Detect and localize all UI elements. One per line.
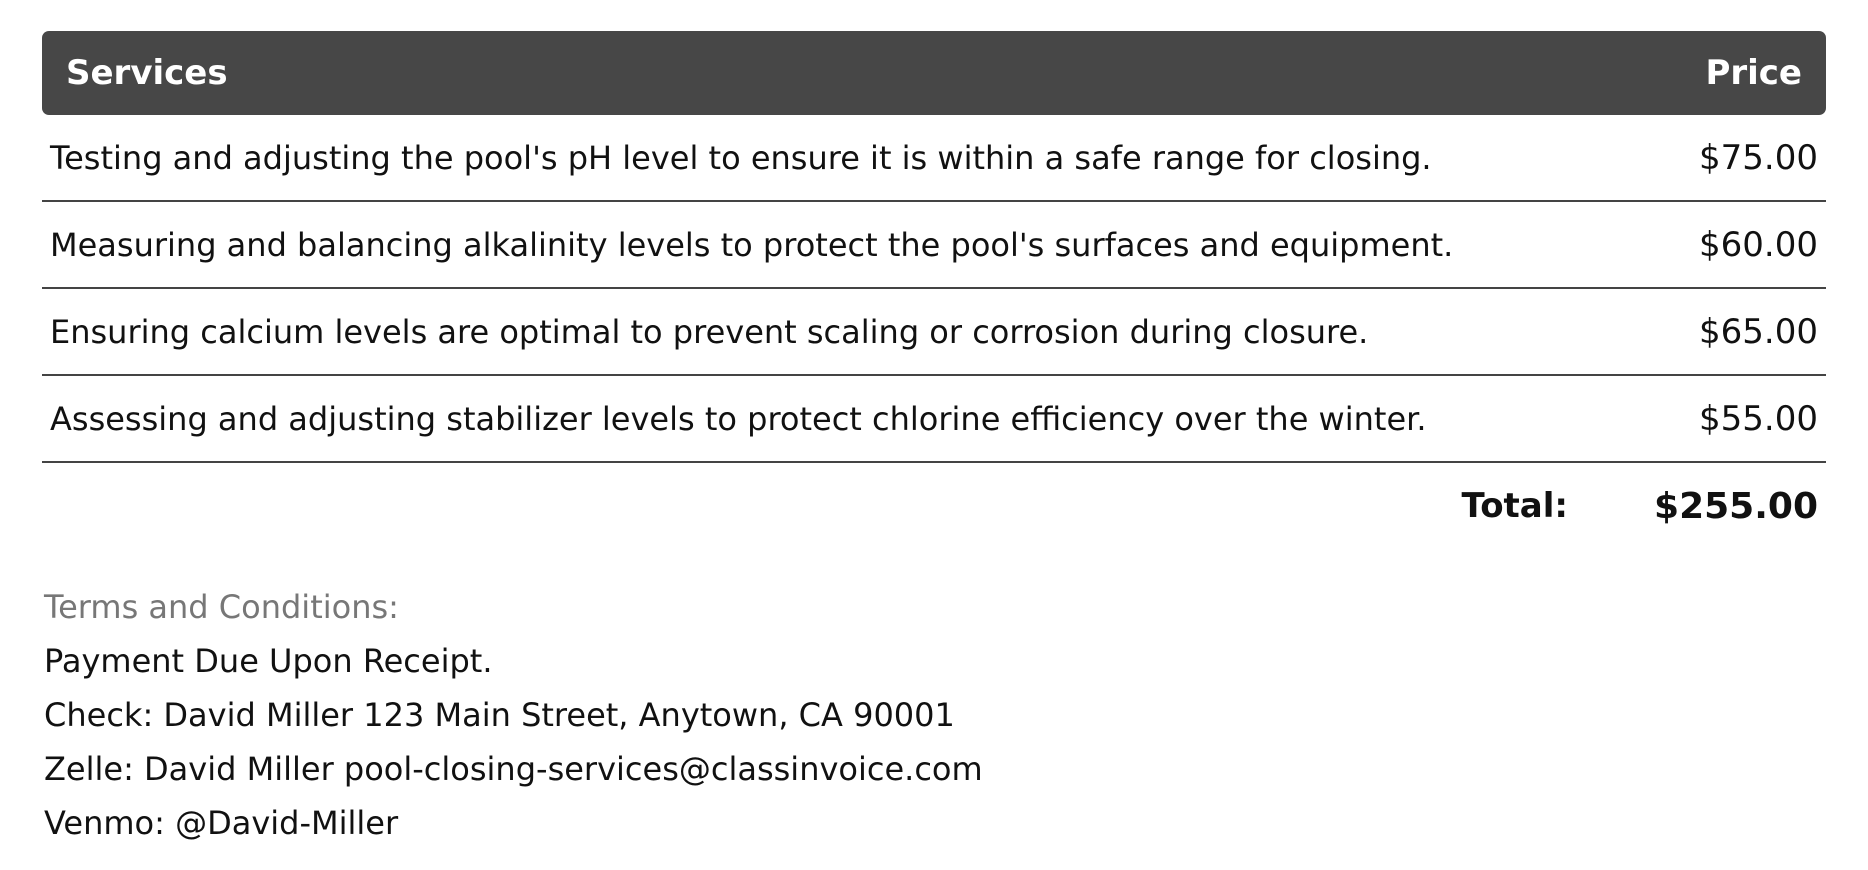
service-description: Assessing and adjusting stabilizer levels to protect chlorine efficiency over the winter.: [50, 399, 1427, 438]
terms-section: [44, 580, 1244, 850]
terms-check: Check: David Miller 123 Main Street, Anytown, CA 90001: [44, 696, 955, 734]
services-column-header: Services: [66, 53, 228, 93]
table-row: [42, 289, 1826, 376]
service-price: $65.00: [1699, 311, 1818, 352]
price-column-header: Price: [1705, 53, 1802, 93]
terms-title: Terms and Conditions:: [44, 588, 399, 626]
total-row: [42, 463, 1826, 549]
total-label: Total:: [1461, 486, 1568, 526]
service-description: Testing and adjusting the pool's pH level to ensure it is within a safe range for closing.: [50, 138, 1432, 177]
table-header: [42, 31, 1826, 115]
total-value: $255.00: [1654, 485, 1818, 527]
service-description: Ensuring calcium levels are optimal to prevent scaling or corrosion during closure.: [50, 312, 1369, 351]
table-row: [42, 376, 1826, 463]
terms-venmo: Venmo: @David-Miller: [44, 804, 399, 842]
terms-zelle: Zelle: David Miller pool-closing-services@classinvoice.com: [44, 750, 983, 788]
service-description: Measuring and balancing alkalinity levels to protect the pool's surfaces and equipment.: [50, 225, 1454, 264]
table-row: [42, 115, 1826, 202]
service-price: $55.00: [1699, 398, 1818, 439]
service-price: $60.00: [1699, 224, 1818, 265]
terms-payment-due: Payment Due Upon Receipt.: [44, 642, 493, 680]
services-table: [42, 31, 1826, 549]
table-row: [42, 202, 1826, 289]
service-price: $75.00: [1699, 137, 1818, 178]
